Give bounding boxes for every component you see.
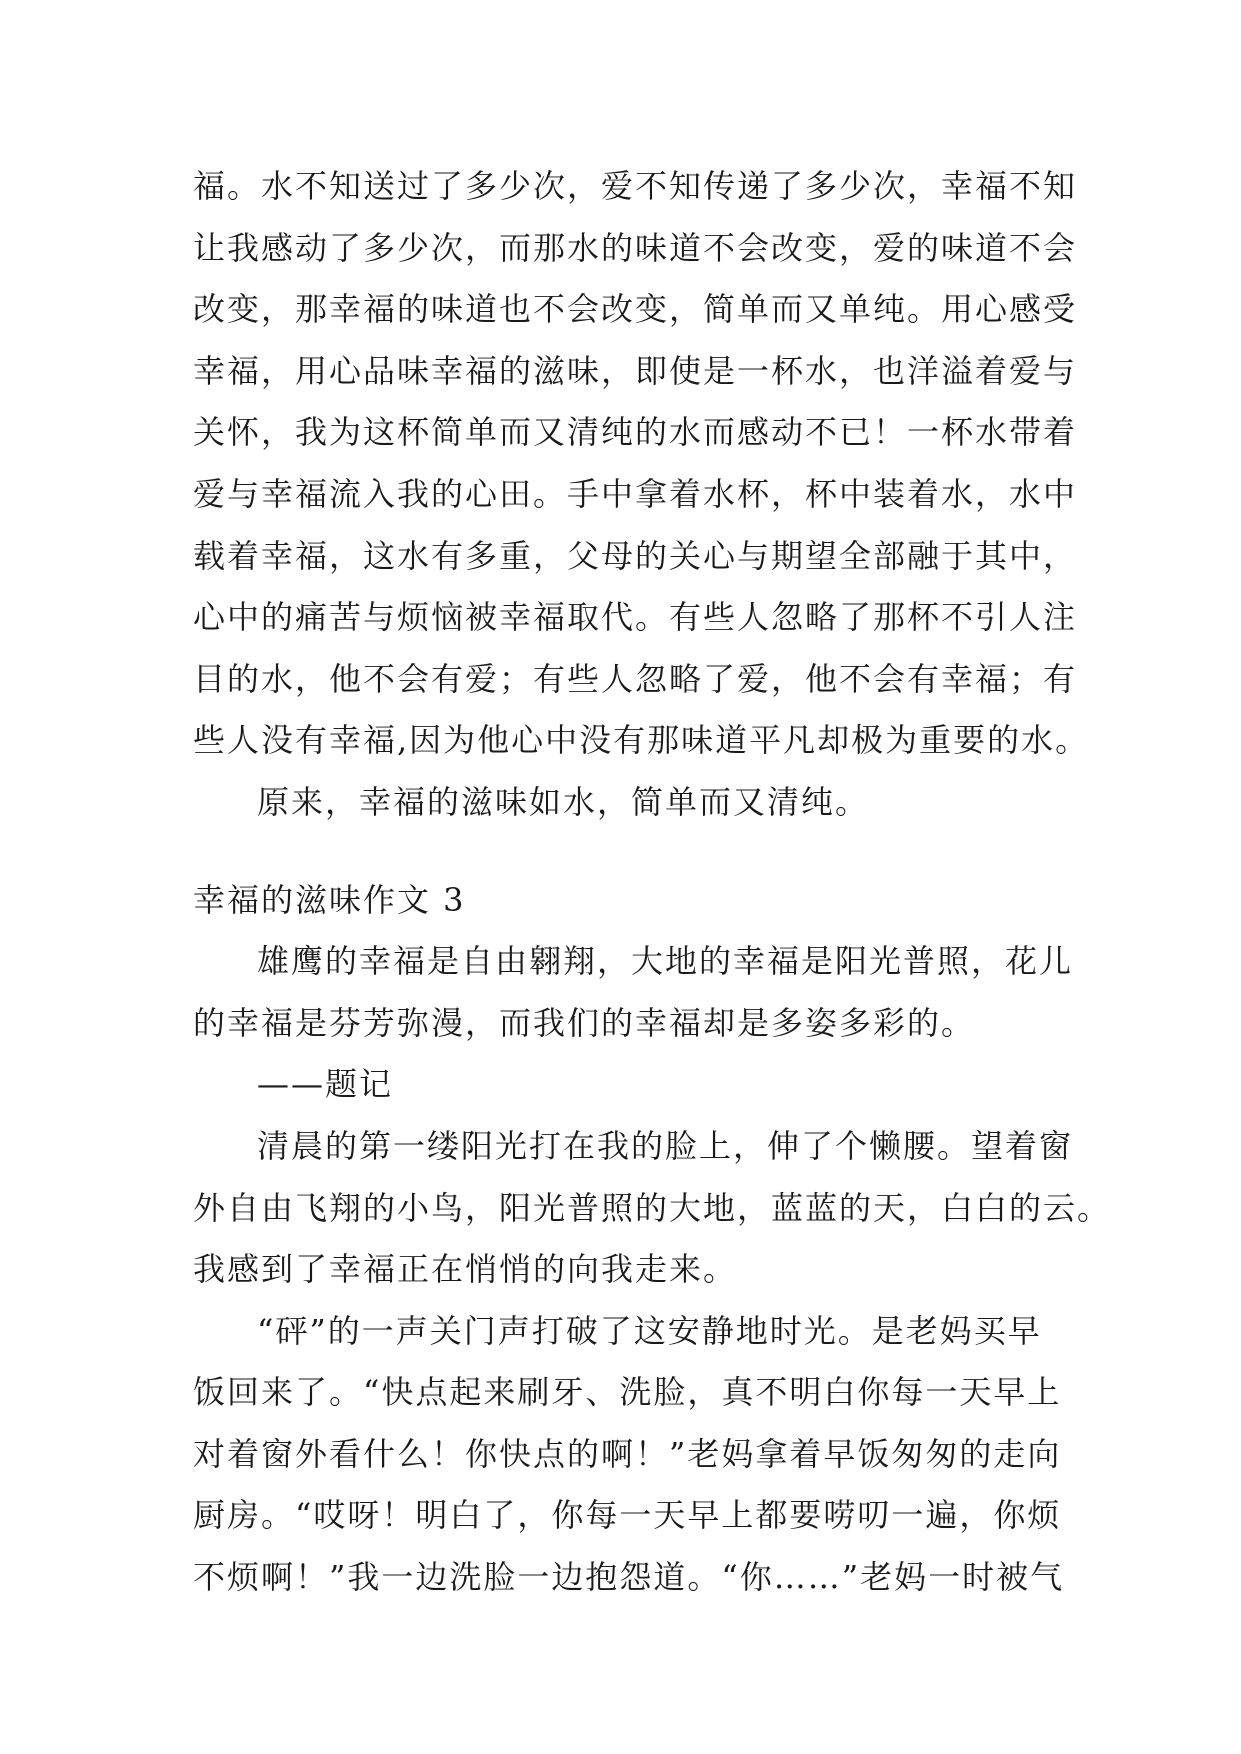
text-line: 些人没有幸福,因为他心中没有那味道平凡却极为重要的水。: [193, 721, 1090, 760]
text-line: 的幸福是芬芳弥漫，而我们的幸福却是多姿多彩的。: [193, 1003, 976, 1042]
section-title: 幸福的滋味作文 3: [193, 880, 466, 919]
paragraph-4: [193, 1054, 1056, 1116]
text-line: “砰”的一声关门声打破了这安静地时光。是老妈买早: [257, 1311, 1042, 1350]
text-line: 饭回来了。“快点起来刷牙、洗脸，真不明白你每一天早上: [193, 1373, 1062, 1412]
text-line: 载着幸福，这水有多重，父母的关心与期望全部融于其中，: [193, 536, 1078, 575]
paragraph-3: [193, 931, 1074, 1054]
text-line: 幸福，用心品味幸福的滋味，即使是一杯水，也洋溢着爱与: [193, 351, 1078, 390]
text-line: 心中的痛苦与烦恼被幸福取代。有些人忽略了那杯不引人注: [193, 598, 1078, 637]
text-line: 爱与幸福流入我的心田。手中拿着水杯，杯中装着水，水中: [193, 474, 1078, 513]
text-line: 我感到了幸福正在悄悄的向我走来。: [193, 1250, 738, 1289]
text-line: 雄鹰的幸福是自由翱翔，大地的幸福是阳光普照，花儿: [257, 942, 1074, 981]
text-line: 对着窗外看什么！你快点的啊！”老妈拿着早饭匆匆的走向: [193, 1434, 1062, 1473]
paragraph-6: [193, 1301, 1065, 1609]
text-line: 厨房。“哎呀！明白了，你每一天早上都要唠叨一遍，你烦: [193, 1496, 1062, 1535]
epigraph-note: ——题记: [257, 1065, 394, 1104]
text-line: 不烦啊！”我一边洗脸一边抱怨道。“你……”老妈一时被气: [193, 1558, 1065, 1597]
text-line: 让我感动了多少次，而那水的味道不会改变，爱的味道不会: [193, 228, 1078, 267]
text-line: 外自由飞翔的小鸟，阳光普照的大地，蓝蓝的天，白白的云。: [193, 1188, 1112, 1227]
document-body: [193, 156, 1112, 1609]
paragraph-2: [193, 772, 1056, 834]
paragraph-5: [193, 1116, 1112, 1301]
text-line: 关怀，我为这杯简单而又清纯的水而感动不已！一杯水带着: [193, 413, 1078, 452]
text-line: 原来，幸福的滋味如水，简单而又清纯。: [257, 782, 870, 821]
section-gap: [193, 834, 1056, 870]
text-line: 清晨的第一缕阳光打在我的脸上，伸了个懒腰。望着窗: [257, 1126, 1074, 1165]
text-line: 目的水，他不会有爱；有些人忽略了爱，他不会有幸福；有: [193, 659, 1078, 698]
text-line: 改变，那幸福的味道也不会改变，简单而又单纯。用心感受: [193, 290, 1078, 329]
text-line: 福。水不知送过了多少次，爱不知传递了多少次，幸福不知: [193, 167, 1078, 205]
paragraph-1: [193, 156, 1090, 772]
